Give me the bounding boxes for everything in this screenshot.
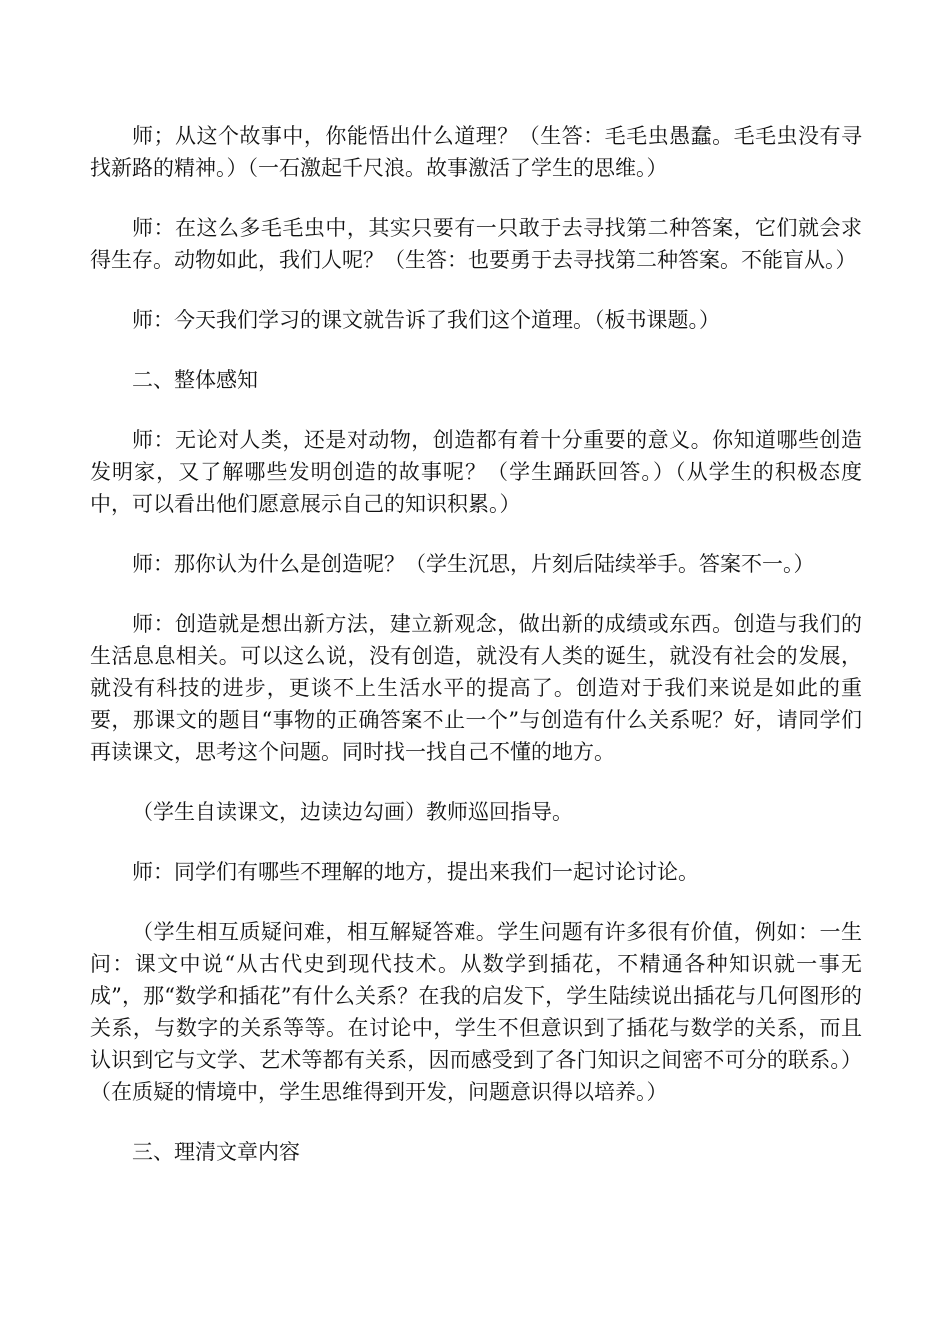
paragraph-lesson-title: 师：今天我们学习的课文就告诉了我们这个道理。（板书课题。）	[132, 308, 720, 332]
section-heading-overall-perception: 二、整体感知	[132, 368, 258, 392]
paragraph-teacher-question: 师；从这个故事中，你能悟出什么道理？（生答：毛毛虫愚蠢。毛毛虫没有寻找新路的精神。）（一石激起千尺浪。故事激活了学生的思维。）	[90, 124, 862, 180]
paragraph-creation-importance: 师：无论对人类，还是对动物，创造都有着十分重要的意义。你知道哪些创造发明家，又了解哪些发明创造的故事呢？（学生踊跃回答。）（从学生的积极态度中，可以看出他们愿意展示自己的知识积累。）	[90, 428, 862, 516]
paragraph-self-reading: （学生自读课文，边读边勾画）教师巡回指导。	[132, 800, 573, 824]
paragraph-what-is-creation: 师：那你认为什么是创造呢？（学生沉思，片刻后陆续举手。答案不一。）	[132, 552, 815, 576]
paragraph-discussion-prompt: 师：同学们有哪些不理解的地方，提出来我们一起讨论讨论。	[132, 860, 699, 884]
paragraph-creation-definition: 师：创造就是想出新方法，建立新观念，做出新的成绩或东西。创造与我们的生活息息相关。可以这么说，没有创造，就没有人类的诞生，就没有社会的发展，就没有科技的进步，更谈不上生活水平的提高了。创造对于我们来说是如此的重要，那课文的题目“事物的正确答案不止一个”与创造有什么关系呢？好，请同学们再读课文，思考这个问题。同时找一找自己不懂的地方。	[90, 612, 862, 764]
section-heading-clarify-content: 三、理清文章内容	[132, 1140, 300, 1164]
paragraph-student-questions: （学生相互质疑问难，相互解疑答难。学生问题有许多很有价值，例如：一生问：课文中说“从古代史到现代技术。从数学到插花，不精通各种知识就一事无成”，那“数学和插花”有什么关系？在我的启发下，学生陆续说出插花与几何图形的关系，与数字的关系等等。在讨论中，学生不但意识到了插花与数学的关系，而且认识到它与文学、艺术等都有关系，因而感受到了各门知识之间密不可分的联系。）（在质疑的情境中，学生思维得到开发，问题意识得以培养。）	[90, 920, 862, 1104]
paragraph-second-answer: 师：在这么多毛毛虫中，其实只要有一只敢于去寻找第二种答案，它们就会求得生存。动物如此，我们人呢？（生答：也要勇于去寻找第二种答案。不能盲从。）	[90, 216, 862, 272]
document-page	[90, 120, 862, 1196]
